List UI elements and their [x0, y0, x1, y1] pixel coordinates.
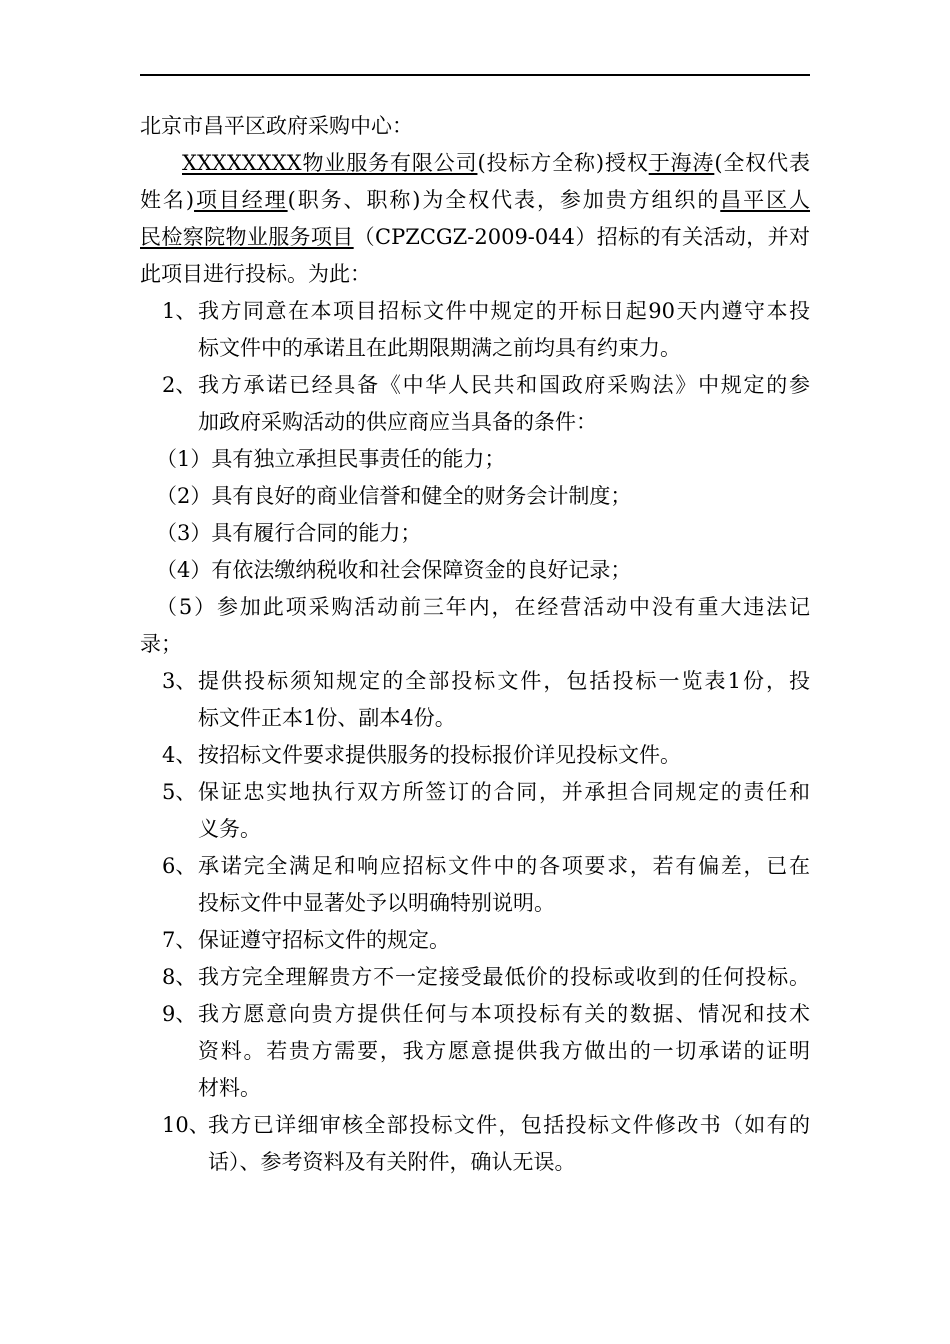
list-item-5: 5、 保证忠实地执行双方所签订的合同，并承担合同规定的责任和 义务。	[140, 774, 810, 848]
item-number: 4、	[162, 743, 197, 767]
project-name-a: 昌平区人	[720, 188, 811, 212]
condition-5: （5）参加此项采购活动前三年内，在经营活动中没有重大违法记	[156, 595, 810, 619]
list-item-1: 1、 我方同意在本项目招标文件中规定的开标日起90天内遵守本投 标文件中的承诺且在此期限期满之前均具有约束力。	[140, 293, 810, 367]
intro-line-3: 民检察院物业服务项目（CPZCGZ-2009-044）招标的有关活动，并对	[140, 225, 811, 249]
list-item-3: 3、 提供投标须知规定的全部投标文件，包括投标一览表1份，投 标文件正本1份、副本4份。	[140, 663, 810, 737]
list-item-7: 7、 保证遵守招标文件的规定。	[140, 922, 810, 959]
item-number: 6、	[162, 854, 197, 878]
condition-2: （2）具有良好的商业信誉和健全的财务会计制度；	[156, 484, 632, 508]
list-item-9: 9、 我方愿意向贵方提供任何与本项投标有关的数据、情况和技术 资料。若贵方需要，我方愿意提供我方做出的一切承诺的证明 材料。	[140, 996, 810, 1107]
condition-3: （3）具有履行合同的能力；	[156, 521, 422, 545]
bidder-name: XXXXXXXX物业服务有限公司	[182, 151, 478, 175]
condition-4: （4）有依法缴纳税收和社会保障资金的良好记录；	[156, 558, 632, 582]
item-number: 9、	[162, 1002, 197, 1026]
intro-line-2: 姓名)项目经理(职务、职称)为全权代表，参加贵方组织的昌平区人	[140, 188, 811, 212]
intro-line-4: 此项目进行投标。为此：	[140, 262, 371, 286]
item-number: 2、	[162, 373, 197, 397]
list-item-8: 8、 我方完全理解贵方不一定接受最低价的投标或收到的任何投标。	[140, 959, 810, 996]
item-number: 1、	[162, 299, 197, 323]
intro-line-1: XXXXXXXX物业服务有限公司(投标方全称)授权于海涛(全权代表	[182, 151, 810, 175]
representative-name: 于海涛	[648, 151, 715, 175]
item-number: 5、	[162, 780, 197, 804]
item-number: 10、	[162, 1113, 210, 1137]
condition-1: （1）具有独立承担民事责任的能力；	[156, 447, 506, 471]
salutation: 北京市昌平区政府采购中心：	[140, 114, 413, 138]
list-item-2: 2、 我方承诺已经具备《中华人民共和国政府采购法》中规定的参 加政府采购活动的供应商应当具备的条件：	[140, 367, 810, 441]
condition-5-cont: 录；	[140, 632, 182, 656]
letter-body	[140, 108, 810, 1181]
project-name-b: 民检察院物业服务项目	[140, 225, 354, 249]
representative-title: 项目经理	[194, 188, 288, 212]
list-item-6: 6、 承诺完全满足和响应招标文件中的各项要求，若有偏差，已在 投标文件中显著处予以明确特别说明。	[140, 848, 810, 922]
header-rule	[140, 74, 810, 76]
list-item-4: 4、 按招标文件要求提供服务的投标报价详见投标文件。	[140, 737, 810, 774]
list-item-10: 10、 我方已详细审核全部投标文件，包括投标文件修改书（如有的 话）、参考资料及有关附件，确认无误。	[140, 1107, 810, 1181]
item-number: 7、	[162, 928, 197, 952]
item-number: 8、	[162, 965, 197, 989]
item-number: 3、	[162, 669, 197, 693]
